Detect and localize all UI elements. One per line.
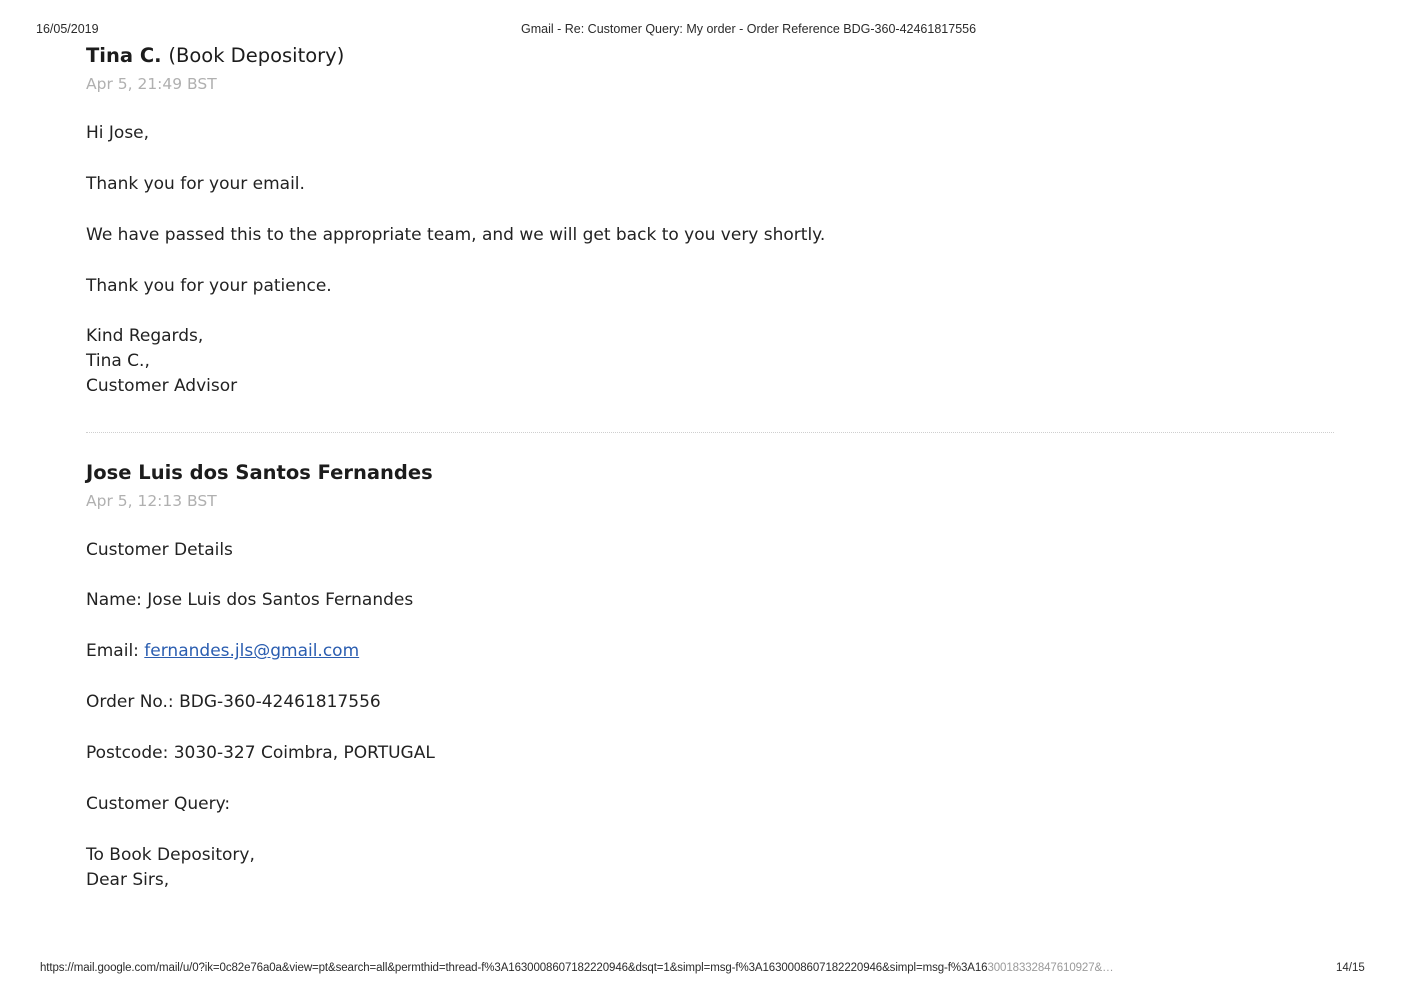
print-page-number: 14/15 [1336, 962, 1365, 974]
sender-name: Tina C. [86, 44, 162, 67]
message-sender [86, 44, 1334, 67]
customer-detail-name [86, 589, 1334, 612]
field-label: Postcode: [86, 743, 174, 764]
message-paragraph: Thank you for your patience. [86, 275, 332, 296]
message-timestamp: Apr 5, 12:13 BST [86, 491, 217, 510]
signature-line: Kind Regards, [86, 325, 204, 346]
customer-detail-postcode [86, 742, 1334, 765]
email-message [86, 44, 1334, 398]
print-url [40, 962, 1113, 974]
sender-organization: (Book Depository) [168, 44, 345, 67]
field-value: BDG-360-42461817556 [179, 692, 381, 713]
signature-line: Customer Advisor [86, 375, 238, 396]
message-divider [86, 432, 1334, 433]
message-paragraph: We have passed this to the appropriate team, and we will get back to you very shortly. [86, 224, 826, 245]
print-header [0, 22, 1416, 42]
email-link[interactable]: fernandes.jls@gmail.com [144, 641, 360, 662]
field-label: Email: [86, 641, 145, 662]
message-paragraph: Hi Jose, [86, 122, 150, 143]
field-label: Order No.: [86, 692, 180, 713]
print-url-faded: 30018332847610927&… [987, 962, 1114, 974]
customer-query-heading: Customer Query: [86, 794, 231, 815]
message-timestamp: Apr 5, 21:49 BST [86, 75, 217, 94]
print-title: Gmail - Re: Customer Query: My order - Order Reference BDG-360-42461817556 [521, 22, 977, 36]
query-line: Dear Sirs, [86, 870, 170, 891]
sender-name: Jose Luis dos Santos Fernandes [86, 460, 433, 484]
print-footer [0, 962, 1416, 980]
customer-details-heading: Customer Details [86, 539, 233, 560]
message-paragraph: Thank you for your email. [86, 173, 305, 194]
query-line: To Book Depository, [86, 845, 255, 866]
field-value: Jose Luis dos Santos Fernandes [147, 590, 414, 611]
signature-line: Tina C., [86, 350, 150, 371]
field-value: 3030-327 Coimbra, PORTUGAL [173, 743, 435, 764]
email-message [86, 461, 1334, 892]
message-sender [86, 461, 1334, 484]
print-url-main: https://mail.google.com/mail/u/0?ik=0c82e76a0a&view=pt&search=all&permthid=thread-f%3A1630008607182220946&dsqt=1&simpl=msg-f%3A1630008607182220946&simpl=msg-f%3A16 [40, 962, 988, 974]
customer-detail-order-number [86, 691, 1334, 714]
customer-detail-email [86, 640, 1334, 663]
print-date: 16/05/2019 [36, 22, 99, 36]
field-label: Name: [86, 590, 148, 611]
email-thread [86, 44, 1334, 892]
